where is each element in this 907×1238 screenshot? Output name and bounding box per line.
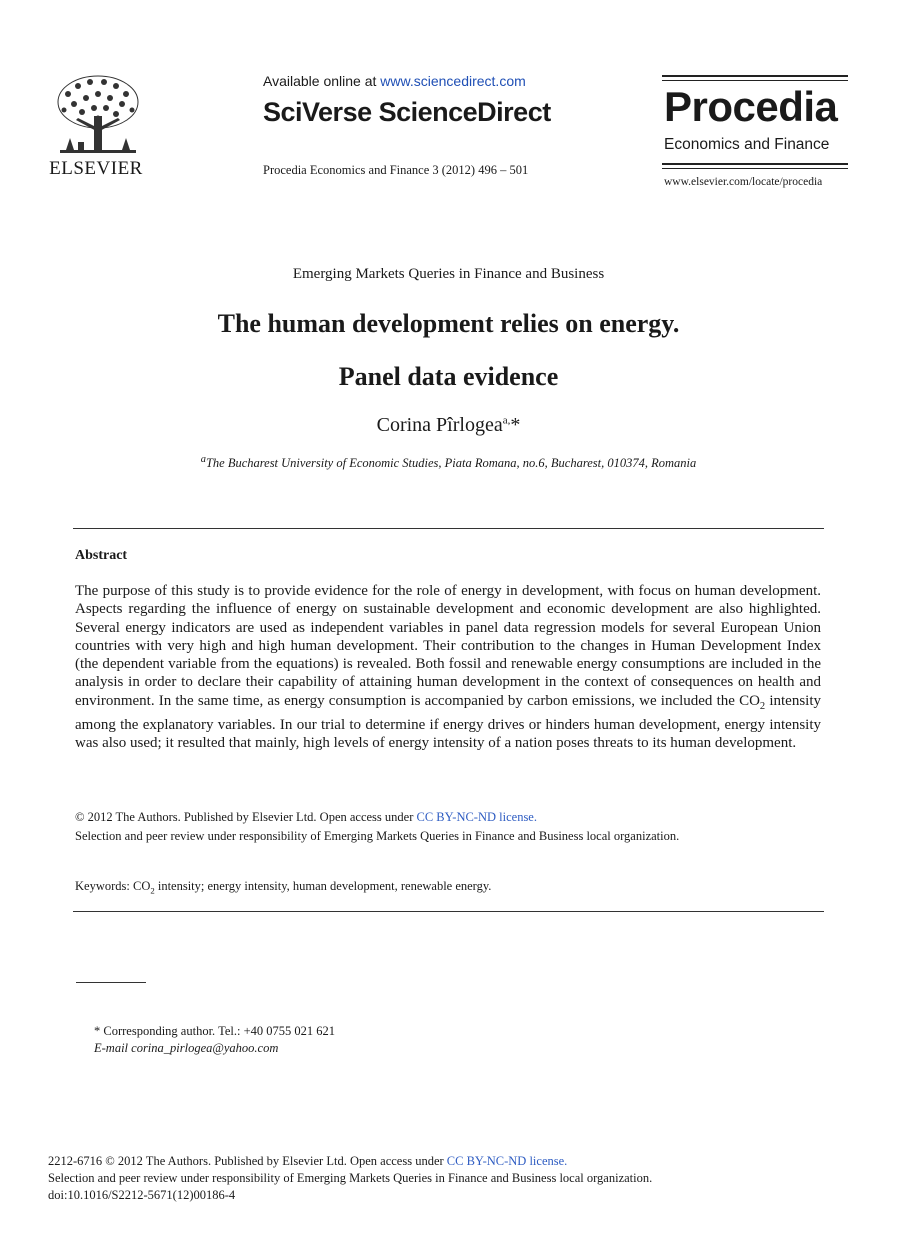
publisher-name: ELSEVIER [49,158,143,179]
platform-name: SciVerse ScienceDirect [263,97,551,127]
procedia-top-rule [662,75,848,77]
footer-doi[interactable]: doi:10.1016/S2212-5671(12)00186-4 [48,1188,236,1202]
keywords-co2-subscript: 2 [150,885,155,896]
available-online [263,73,526,89]
abstract-top-rule [73,528,824,529]
author-affil-mark: a, [502,414,511,427]
sciencedirect-link[interactable]: www.sciencedirect.com [380,73,526,89]
abstract-bottom-rule [73,911,824,912]
abstract-part2: intensity among the explanatory variables. In our trial to determine if energy drives or hinders human development, energy intensity was also used; it resulted that mainly, high levels of energy intensity of a nation poses threats to its human development. [75,692,821,752]
license-link[interactable]: CC BY-NC-ND license. [416,810,537,824]
footer-issn-line [48,1154,567,1169]
procedia-bottom-rule [662,163,848,165]
procedia-top-rule-thin [662,80,848,81]
conference-name: Emerging Markets Queries in Finance and Business [292,266,605,282]
footer-peer-review: Selection and peer review under responsibility of Emerging Markets Queries in Finance and Business local organization. [48,1171,653,1185]
abstract-text [75,582,821,753]
journal-reference: Procedia Economics and Finance 3 (2012) 496 – 501 [263,163,529,177]
copyright-notice [75,810,537,825]
copyright-text: © 2012 The Authors. Published by Elsevier Ltd. Open access under [75,810,417,824]
keywords-part1: Keywords: CO [75,879,151,893]
procedia-bottom-rule-thin [662,168,848,169]
footer-issn-text: 2212-6716 © 2012 The Authors. Published by Elsevier Ltd. Open access under [48,1154,447,1168]
author-email[interactable]: E-mail corina_pirlogea@yahoo.com [94,1041,279,1055]
journal-url[interactable]: www.elsevier.com/locate/procedia [664,176,823,188]
peer-review-notice: Selection and peer review under responsibility of Emerging Markets Queries in Finance and Business local organization. [75,829,680,843]
author-corresponding-mark: * [510,414,521,436]
affiliation-text: The Bucharest University of Economic Studies, Piata Romana, no.6, Bucharest, 010374, Romania [205,456,697,471]
abstract-part1: The purpose of this study is to provide evidence for the role of energy in development, with focus on human development. Aspects regarding the influence of energy on sustainable development and economic development are also highlighted. Several energy indicators are used as independent variables in panel data regression models for several European Union countries with very high and high human development. Their contribution to the changes in Human Development Index (the dependent variable from the equations) is revealed. Both fossil and renewable energy consumptions are included in the analysis in order to declare their capability of attaining human development in the context of consequences on health and environment. In the same time, as energy consumption is accompanied by carbon emissions, we included the CO [75,583,821,709]
author-name: Corina Pîrlogea [376,414,503,436]
abstract-heading: Abstract [75,548,128,563]
footer-license-link[interactable]: CC BY-NC-ND license. [446,1154,568,1168]
corresponding-author: * Corresponding author. Tel.: +40 0755 021 621 [94,1024,335,1038]
article-title-line2: Panel data evidence [338,362,559,391]
available-prefix: Available online at [263,73,381,89]
abstract-co2-subscript: 2 [759,700,766,712]
affiliation [0,454,897,471]
journal-subtitle: Economics and Finance [664,136,830,153]
affiliation-mark: a [200,454,206,465]
author [0,414,897,437]
footnote-rule [76,982,146,983]
keywords [75,879,491,896]
article-title-line1: The human development relies on energy. [217,309,680,338]
journal-title: Procedia [664,83,838,130]
keywords-part2: intensity; energy intensity, human development, renewable energy. [154,879,492,893]
